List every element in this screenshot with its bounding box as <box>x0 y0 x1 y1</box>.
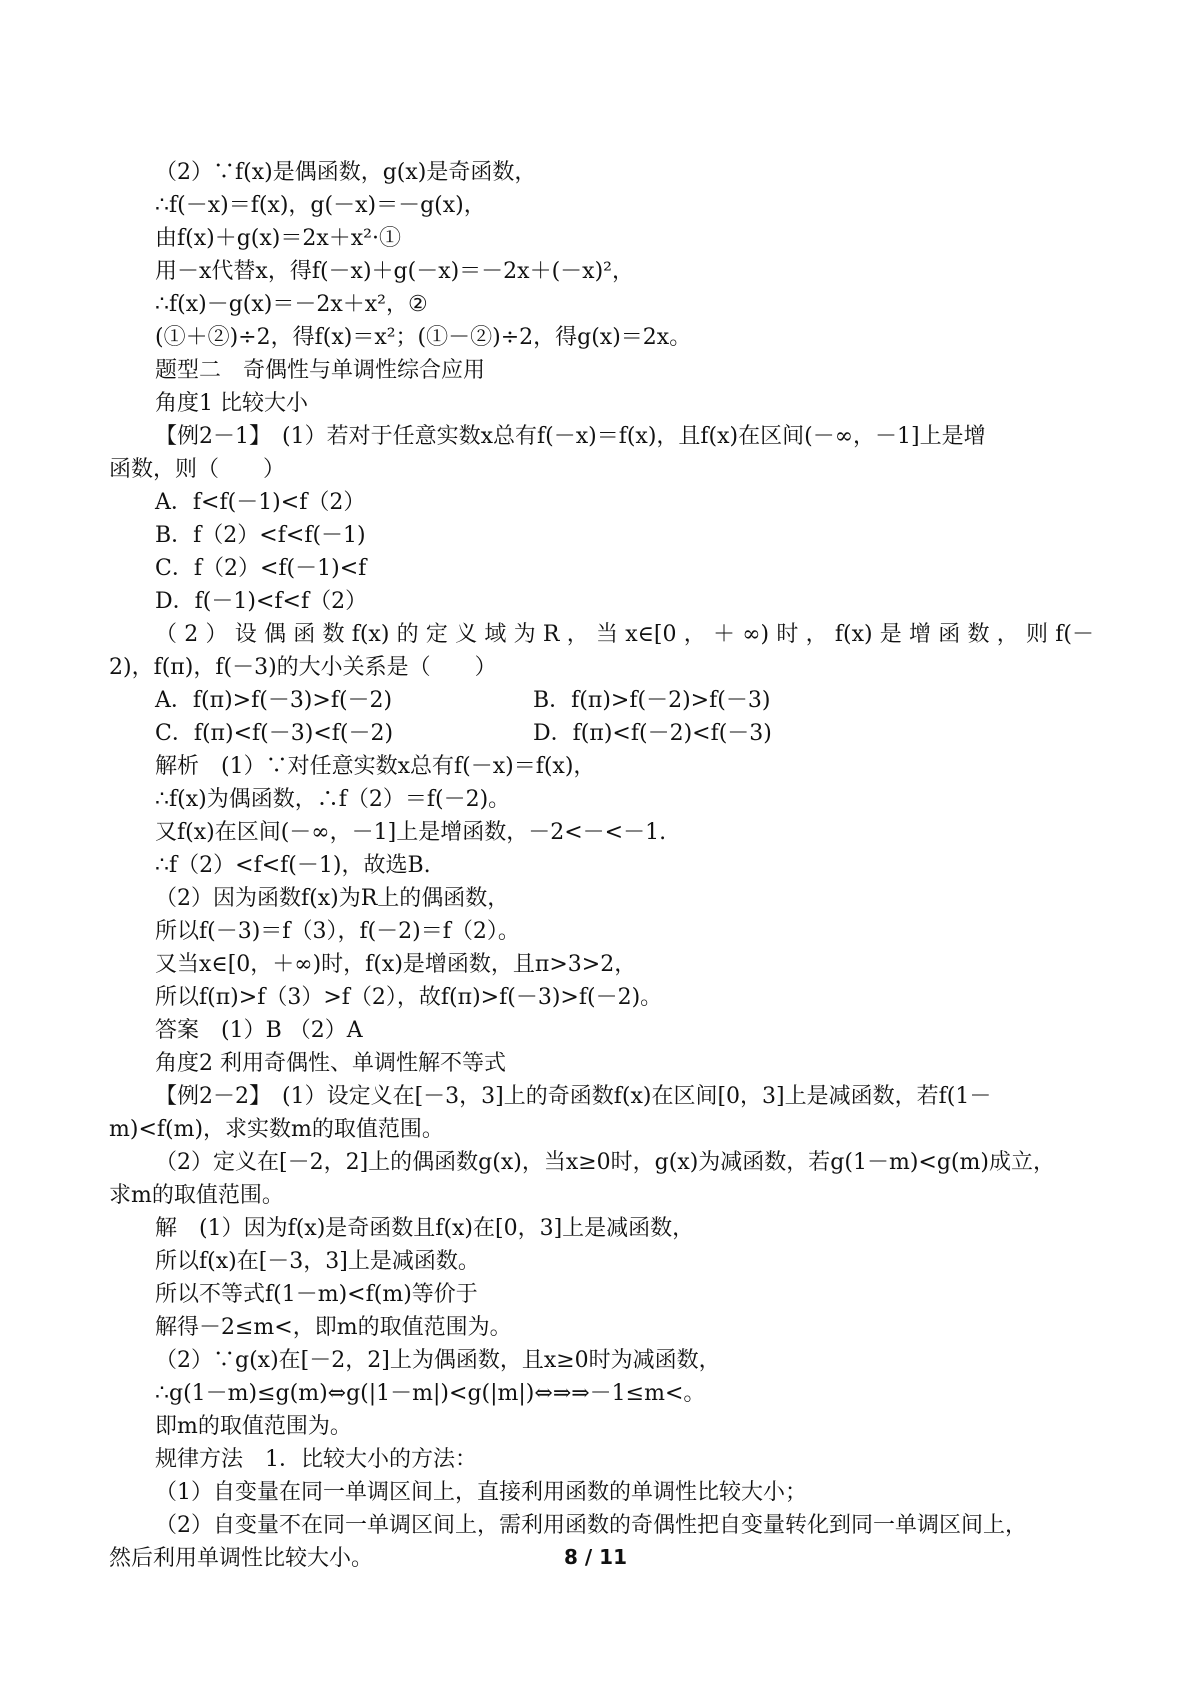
option-line: C．f（2）<f(－1)<f <box>155 556 367 581</box>
text-line: 求m的取值范围。 <box>109 1183 284 1208</box>
text-line: 用－x代替x，得f(－x)＋g(－x)＝－2x＋(－x)²， <box>155 259 634 284</box>
text-line: 所以f(－3)＝f（3），f(－2)＝f（2）。 <box>155 919 520 944</box>
text-line: 即m的取值范围为。 <box>155 1414 352 1439</box>
text-line: ∴f（2）<f<f(－1)，故选B. <box>155 853 431 878</box>
option-line: A．f<f(－1)<f（2） <box>155 490 366 515</box>
option-line: A．f(π)>f(－3)>f(－2) <box>155 688 393 713</box>
text-line: （2）设偶函数f(x)的定义域为R，当x∈[0，＋∞)时，f(x)是增函数，则f(－ <box>155 622 1094 647</box>
option-line: B．f（2）<f<f(－1) <box>155 523 366 548</box>
text-line: 由f(x)＋g(x)＝2x＋x²·① <box>155 226 401 251</box>
text-line: 又f(x)在区间(－∞，－1]上是增函数，－2<－<－1. <box>155 820 667 845</box>
page-number: 8 / 11 <box>564 1545 627 1569</box>
example-title: 【例2－1】 (1）若对于任意实数x总有f(－x)＝f(x)，且f(x)在区间(－∞，－1]上是增 <box>155 424 986 449</box>
document-body <box>109 156 1094 1575</box>
subsection-heading: 角度2 利用奇偶性、单调性解不等式 <box>155 1051 506 1076</box>
method-heading: 规律方法 1．比较大小的方法： <box>155 1447 477 1472</box>
text-line: （2）因为函数f(x)为R上的偶函数， <box>155 886 510 911</box>
option-line: B．f(π)>f(－2)>f(－3) <box>533 688 771 713</box>
text-line: 然后利用单调性比较大小。 <box>109 1546 374 1571</box>
subsection-heading: 角度1 比较大小 <box>155 391 308 416</box>
text-line: ∴f(x)－g(x)＝－2x＋x²，② <box>155 292 428 317</box>
text-line: 所以不等式f(1－m)<f(m)等价于 <box>155 1282 478 1307</box>
option-line: C．f(π)<f(－3)<f(－2) <box>155 721 394 746</box>
option-line: D．f(－1)<f<f（2） <box>155 589 368 614</box>
text-line: (①＋②)÷2，得f(x)＝x²；(①－②)÷2，得g(x)＝2x。 <box>155 325 692 350</box>
text-line: 所以f(x)在[－3，3]上是减函数。 <box>155 1249 480 1274</box>
option-line: D．f(π)<f(－2)<f(－3) <box>533 721 772 746</box>
text-line: 所以f(π)>f（3）>f（2），故f(π)>f(－3)>f(－2)。 <box>155 985 663 1010</box>
option-row <box>109 684 1094 717</box>
text-line: m)<f(m)，求实数m的取值范围。 <box>109 1117 444 1142</box>
solution-line: 解 (1）因为f(x)是奇函数且f(x)在[0，3]上是减函数， <box>155 1216 695 1241</box>
text-line: 解得－2≤m<，即m的取值范围为。 <box>155 1315 512 1340</box>
text-line: 2)，f(π)，f(－3)的大小关系是（ ） <box>109 655 497 680</box>
example-title: 【例2－2】 (1）设定义在[－3，3]上的奇函数f(x)在区间[0，3]上是减函数，若f(1－ <box>155 1084 992 1109</box>
text-line: （2）自变量不在同一单调区间上，需利用函数的奇偶性把自变量转化到同一单调区间上， <box>155 1513 1028 1538</box>
text-line: （2）定义在[－2，2]上的偶函数g(x)，当x≥0时，g(x)为减函数，若g(1－m)<g(m)成立， <box>155 1150 1055 1175</box>
text-line: （2）∵f(x)是偶函数，g(x)是奇函数， <box>155 160 537 185</box>
analysis-line: 解析 (1）∵对任意实数x总有f(－x)＝f(x)， <box>155 754 596 779</box>
text-line: （1）自变量在同一单调区间上，直接利用函数的单调性比较大小； <box>155 1480 807 1505</box>
text-line: ∴g(1－m)≤g(m)⇔g(|1－m|)<g(|m|)⇔⇒⇒－1≤m<。 <box>155 1381 706 1406</box>
text-line: 函数，则（ ） <box>109 457 286 482</box>
option-row <box>109 717 1094 750</box>
text-line: ∴f(x)为偶函数，∴f（2）＝f(－2)。 <box>155 787 511 812</box>
answer-line: 答案 (1）B （2）A <box>155 1018 363 1043</box>
text-line: （2）∵g(x)在[－2，2]上为偶函数，且x≥0时为减函数， <box>155 1348 721 1373</box>
section-heading: 题型二 奇偶性与单调性综合应用 <box>155 358 486 383</box>
text-line: 又当x∈[0，＋∞)时，f(x)是增函数，且π>3>2， <box>155 952 637 977</box>
text-line: ∴f(－x)＝f(x)，g(－x)＝－g(x)， <box>155 193 486 218</box>
